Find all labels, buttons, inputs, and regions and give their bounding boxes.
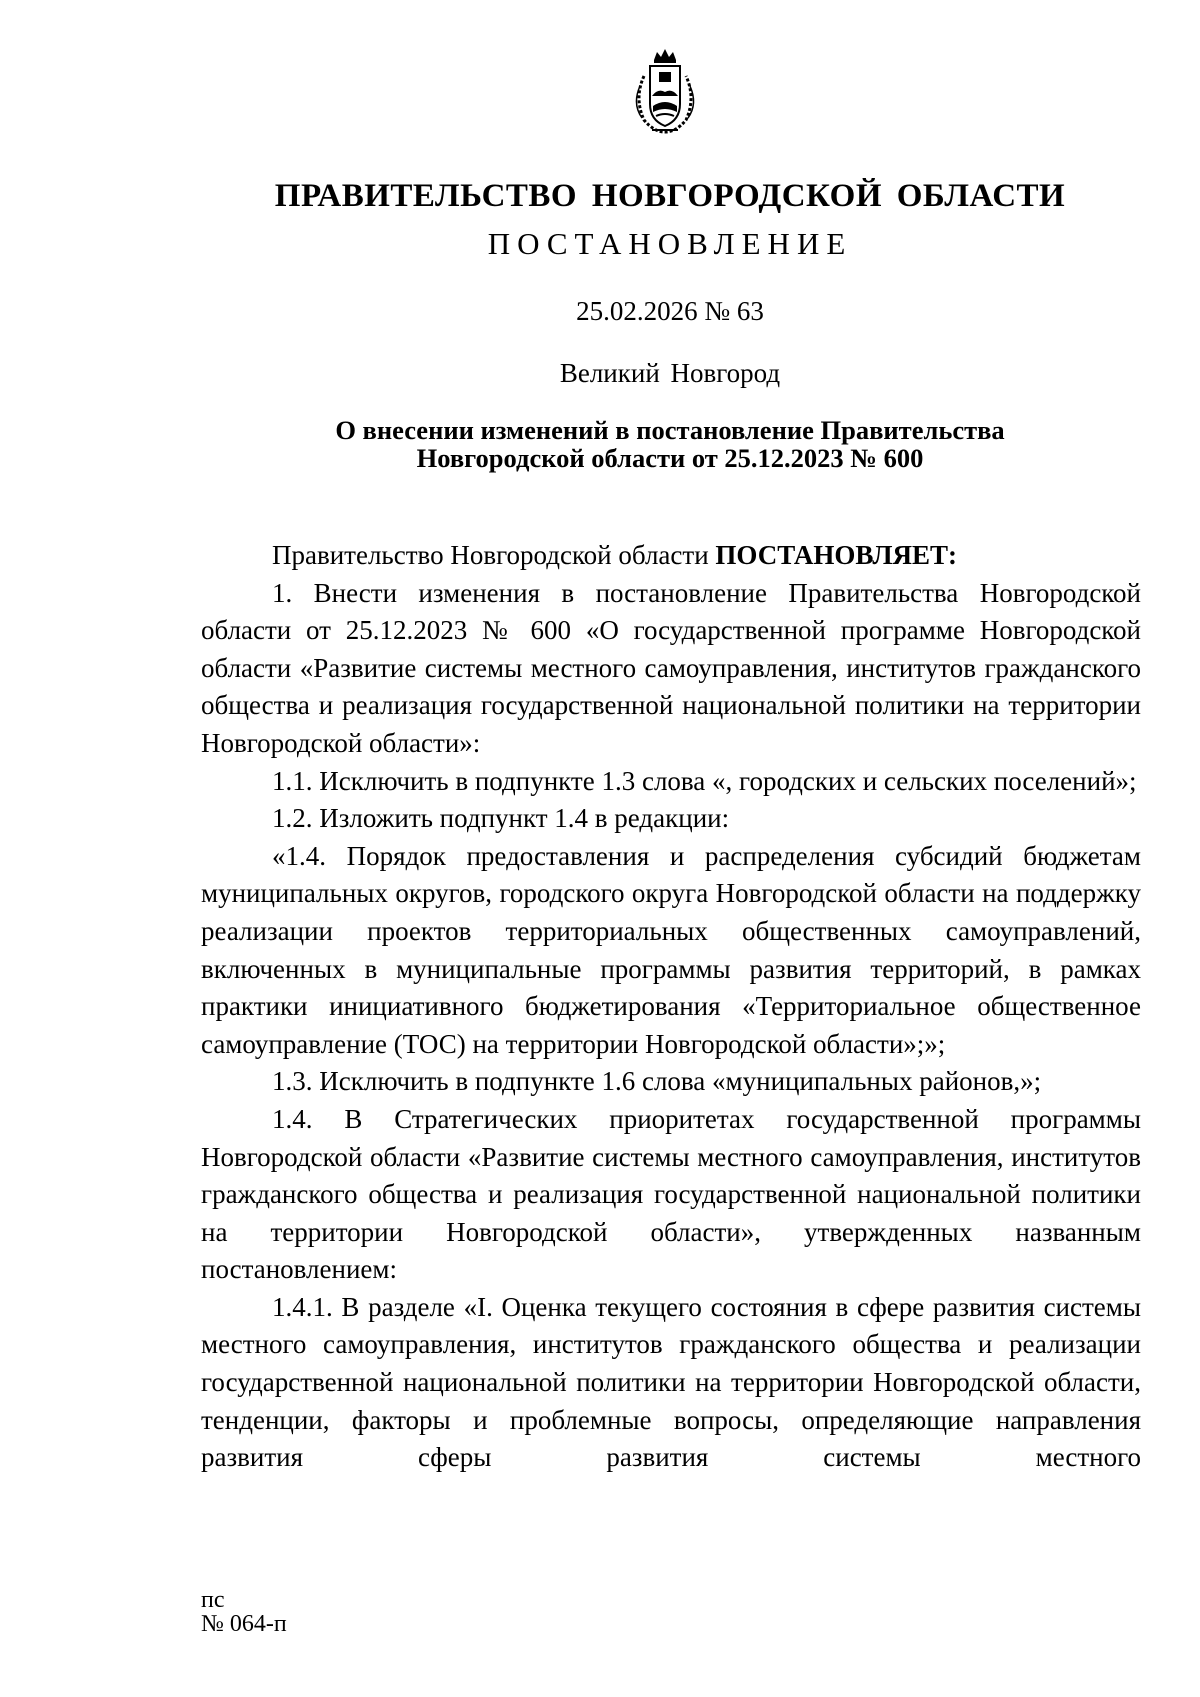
preamble xyxy=(201,537,1141,575)
title-line-1: О внесении изменений в постановление Правительства xyxy=(335,415,1005,445)
paragraph-1: 1. Внести изменения в постановление Правительства Новгородской области от 25.12.2023 № 600 «О государственной программе Новгородской области «Развитие системы местного самоуправления, институтов гражданского общества и реализация государственной национальной политики на территории Новгородской области»: xyxy=(201,577,1141,758)
government-title: ПРАВИТЕЛЬСТВО НОВГОРОДСКОЙ ОБЛАСТИ xyxy=(274,178,1066,214)
footer-line-2: № 064-п xyxy=(201,1611,287,1637)
document-title xyxy=(0,416,1200,472)
title-line-2: Новгородской области от 25.12.2023 № 600 xyxy=(416,443,924,473)
paragraph-1-4: 1.4. В Стратегических приоритетах государственной программы Новгородской области «Развитие системы местного самоуправления, институтов гражданского общества и реализация государственной национальной политики на территории Новгородской области», утвержденных названным постановлением: xyxy=(201,1103,1141,1285)
date-and-number: 25.02.2026 № 63 xyxy=(576,296,764,326)
paragraph-1-4-1: 1.4.1. В разделе «I. Оценка текущего состояния в сфере развития системы местного самоуправления, институтов гражданского общества и реализации государственной национальной политики на территории Новгородской области, тенденции, факторы и проблемные вопросы, определяющие направления развития сферы развития системы местного xyxy=(201,1291,1141,1473)
paragraph-1-1: 1.1. Исключить в подпункте 1.3 слова «, городских и сельских поселений»; xyxy=(272,765,1137,796)
novgorod-coat-of-arms-icon xyxy=(630,46,700,136)
preamble-text: Правительство Новгородской области xyxy=(272,540,716,570)
footer-line-1: пс xyxy=(201,1587,225,1613)
paragraph-1-2-quote: «1.4. Порядок предоставления и распределения субсидий бюджетам муниципальных округов, городского округа Новгородской области на поддержку реализации проектов территориальных общественных самоуправлений, включенных в муниципальные программы развития территорий, в рамках практики инициативного бюджетирования «Территориальное общественное самоуправление (ТОС) на территории Новгородской области»;»; xyxy=(201,840,1141,1059)
preamble-bold: ПОСТАНОВЛЯЕТ: xyxy=(715,540,957,570)
paragraph-1-2: 1.2. Изложить подпункт 1.4 в редакции: xyxy=(272,803,730,834)
paragraph-1-3: 1.3. Исключить в подпункте 1.6 слова «муниципальных районов,»; xyxy=(272,1066,1042,1097)
document-type: ПОСТАНОВЛЕНИЕ xyxy=(487,226,853,261)
city: Великий Новгород xyxy=(559,358,781,388)
document-body xyxy=(201,537,1141,1477)
footer-mark xyxy=(201,1588,287,1636)
